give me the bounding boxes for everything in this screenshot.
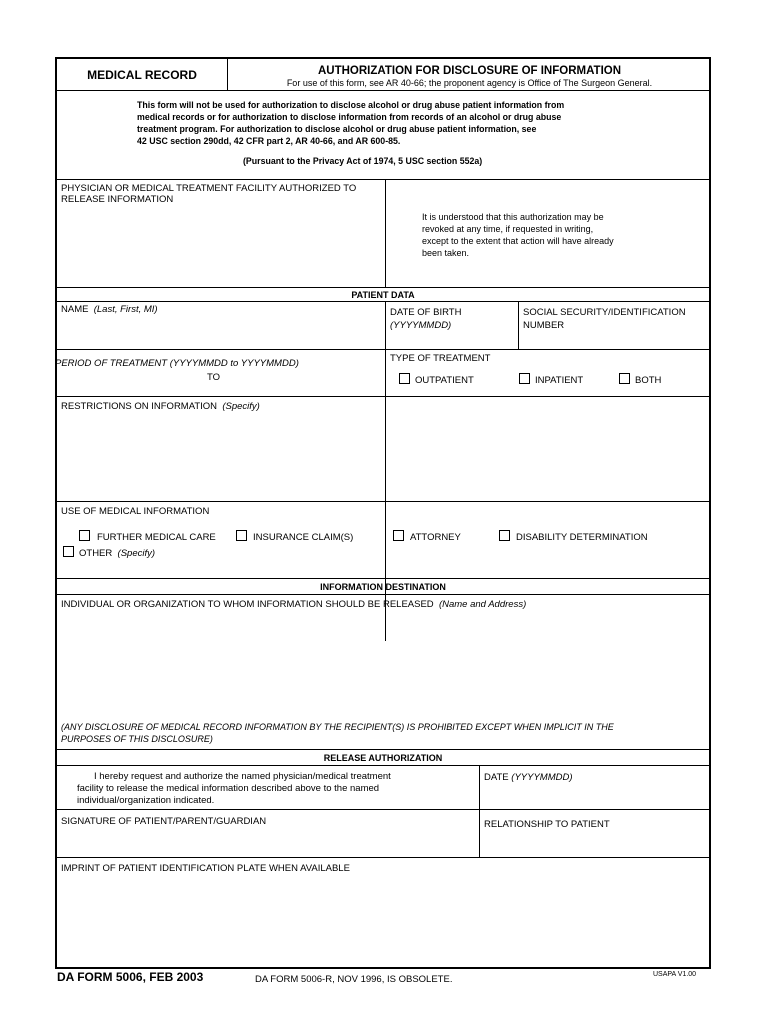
- disability-label: DISABILITY DETERMINATION: [516, 532, 648, 543]
- divider: [518, 301, 519, 349]
- disclosure-warning: PURPOSES OF THIS DISCLOSURE): [61, 734, 213, 744]
- outpatient-label: OUTPATIENT: [415, 375, 474, 386]
- divider: [57, 857, 709, 858]
- name-label-text: NAME: [61, 304, 89, 315]
- outpatient-checkbox[interactable]: [399, 373, 410, 384]
- other-hint: (Specify): [117, 548, 156, 559]
- use-label: USE OF MEDICAL INFORMATION: [61, 506, 210, 517]
- restrictions-label-text: RESTRICTIONS ON INFORMATION: [61, 401, 218, 412]
- version-tag: USAPA V1.00: [653, 971, 697, 978]
- insurance-label: INSURANCE CLAIM(S): [253, 532, 354, 543]
- destination-field[interactable]: [59, 613, 709, 717]
- release-heading: RELEASE AUTHORIZATION: [323, 753, 443, 763]
- other-label: [79, 548, 155, 560]
- form-id: DA FORM 5006, FEB 2003: [57, 970, 204, 984]
- dob-hint: (YYYYMMDD): [390, 320, 452, 331]
- signature-label: SIGNATURE OF PATIENT/PARENT/GUARDIAN: [61, 816, 267, 827]
- notice-line: 42 USC section 290dd, 42 CFR part 2, AR 40-66, and AR 600-85.: [137, 136, 401, 146]
- divider: [57, 594, 709, 595]
- notice-line: treatment program. For authorization to disclose alcohol or drug abuse patient information, see: [137, 124, 537, 134]
- destination-hint: (Name and Address): [438, 599, 527, 610]
- divider: [57, 179, 709, 180]
- notice-line: This form will not be used for authorization to disclose alcohol or drug abuse patient information from: [137, 100, 565, 110]
- divider: [57, 349, 709, 350]
- attorney-label: ATTORNEY: [410, 532, 461, 543]
- privacy-act-note: (Pursuant to the Privacy Act of 1974, 5 USC section 552a): [243, 156, 483, 166]
- date-hint: (YYYYMMDD): [511, 772, 573, 783]
- restrictions-hint: (Specify): [222, 401, 260, 412]
- divider: [57, 578, 709, 579]
- form-title: AUTHORIZATION FOR DISCLOSURE OF INFORMATION: [317, 65, 622, 77]
- name-hint: (Last, First, MI): [93, 304, 158, 315]
- obsolete-note: DA FORM 5006-R, NOV 1996, IS OBSOLETE.: [255, 974, 453, 985]
- release-request: I hereby request and authorize the named physician/medical treatment: [94, 771, 391, 782]
- other-checkbox[interactable]: [63, 546, 74, 557]
- physician-label: PHYSICIAN OR MEDICAL TREATMENT FACILITY AUTHORIZED TO: [61, 183, 357, 194]
- divider: [57, 287, 709, 288]
- further-care-checkbox[interactable]: [79, 530, 90, 541]
- restrictions-label: [61, 401, 260, 413]
- destination-label-text: INDIVIDUAL OR ORGANIZATION TO WHOM INFORMATION SHOULD BE RELEASED: [61, 599, 434, 610]
- period-to: TO: [207, 372, 221, 383]
- name-field[interactable]: [59, 317, 383, 349]
- disability-checkbox[interactable]: [499, 530, 510, 541]
- divider: [57, 501, 709, 502]
- ssn-label: SOCIAL SECURITY/IDENTIFICATION: [523, 307, 686, 318]
- divider: [385, 179, 386, 287]
- divider: [57, 809, 709, 810]
- physician-field[interactable]: [59, 209, 383, 287]
- period-label: PERIOD OF TREATMENT (YYYYMMDD to YYYYMMDD): [55, 358, 299, 369]
- insurance-checkbox[interactable]: [236, 530, 247, 541]
- dob-label: DATE OF BIRTH: [390, 307, 462, 318]
- relationship-field[interactable]: [481, 832, 709, 857]
- treatment-type-label: TYPE OF TREATMENT: [390, 353, 491, 364]
- both-label: BOTH: [635, 375, 662, 386]
- revoke-note: except to the extent that action will have already: [422, 236, 614, 246]
- divider: [57, 90, 709, 91]
- ssn-label: NUMBER: [523, 320, 565, 331]
- further-care-label: FURTHER MEDICAL CARE: [97, 532, 216, 543]
- date-field[interactable]: [481, 785, 709, 807]
- imprint-label: IMPRINT OF PATIENT IDENTIFICATION PLATE WHEN AVAILABLE: [61, 863, 350, 874]
- imprint-area[interactable]: [59, 877, 709, 965]
- physician-label: RELEASE INFORMATION: [61, 194, 174, 205]
- inpatient-checkbox[interactable]: [519, 373, 530, 384]
- attorney-checkbox[interactable]: [393, 530, 404, 541]
- divider: [57, 396, 709, 397]
- notice-line: medical records or for authorization to disclose information from records of an alcohol or drug abuse: [137, 112, 562, 122]
- destination-label: [61, 599, 526, 611]
- inpatient-label: INPATIENT: [535, 375, 584, 386]
- release-request: facility to release the medical information described above to the named: [77, 783, 380, 794]
- date-label: [484, 772, 573, 784]
- signature-field[interactable]: [59, 829, 477, 857]
- divider: [479, 765, 480, 857]
- medical-record-title: MEDICAL RECORD: [87, 68, 197, 82]
- revoke-note: been taken.: [422, 248, 470, 258]
- relationship-label: RELATIONSHIP TO PATIENT: [484, 819, 610, 830]
- destination-heading: INFORMATION DESTINATION: [320, 582, 446, 592]
- divider: [57, 765, 709, 766]
- revoke-note: It is understood that this authorization may be: [422, 212, 604, 222]
- name-label: [61, 304, 158, 316]
- other-label-text: OTHER: [79, 548, 113, 559]
- disclosure-warning: (ANY DISCLOSURE OF MEDICAL RECORD INFORMATION BY THE RECIPIENT(S) IS PROHIBITED EXCEPT WHEN IMPLICIT IN THE: [61, 722, 614, 732]
- date-label-text: DATE: [484, 772, 509, 783]
- both-checkbox[interactable]: [619, 373, 630, 384]
- divider: [57, 749, 709, 750]
- patient-data-heading: PATIENT DATA: [351, 290, 415, 300]
- authorization-form: [55, 57, 711, 969]
- release-request: individual/organization indicated.: [77, 795, 215, 806]
- divider: [57, 301, 709, 302]
- restrictions-field[interactable]: [59, 415, 709, 499]
- form-subtitle: For use of this form, see AR 40-66; the proponent agency is Office of The Surgeon General.: [286, 78, 653, 88]
- revoke-note: revoked at any time, if requested in writing,: [422, 224, 594, 234]
